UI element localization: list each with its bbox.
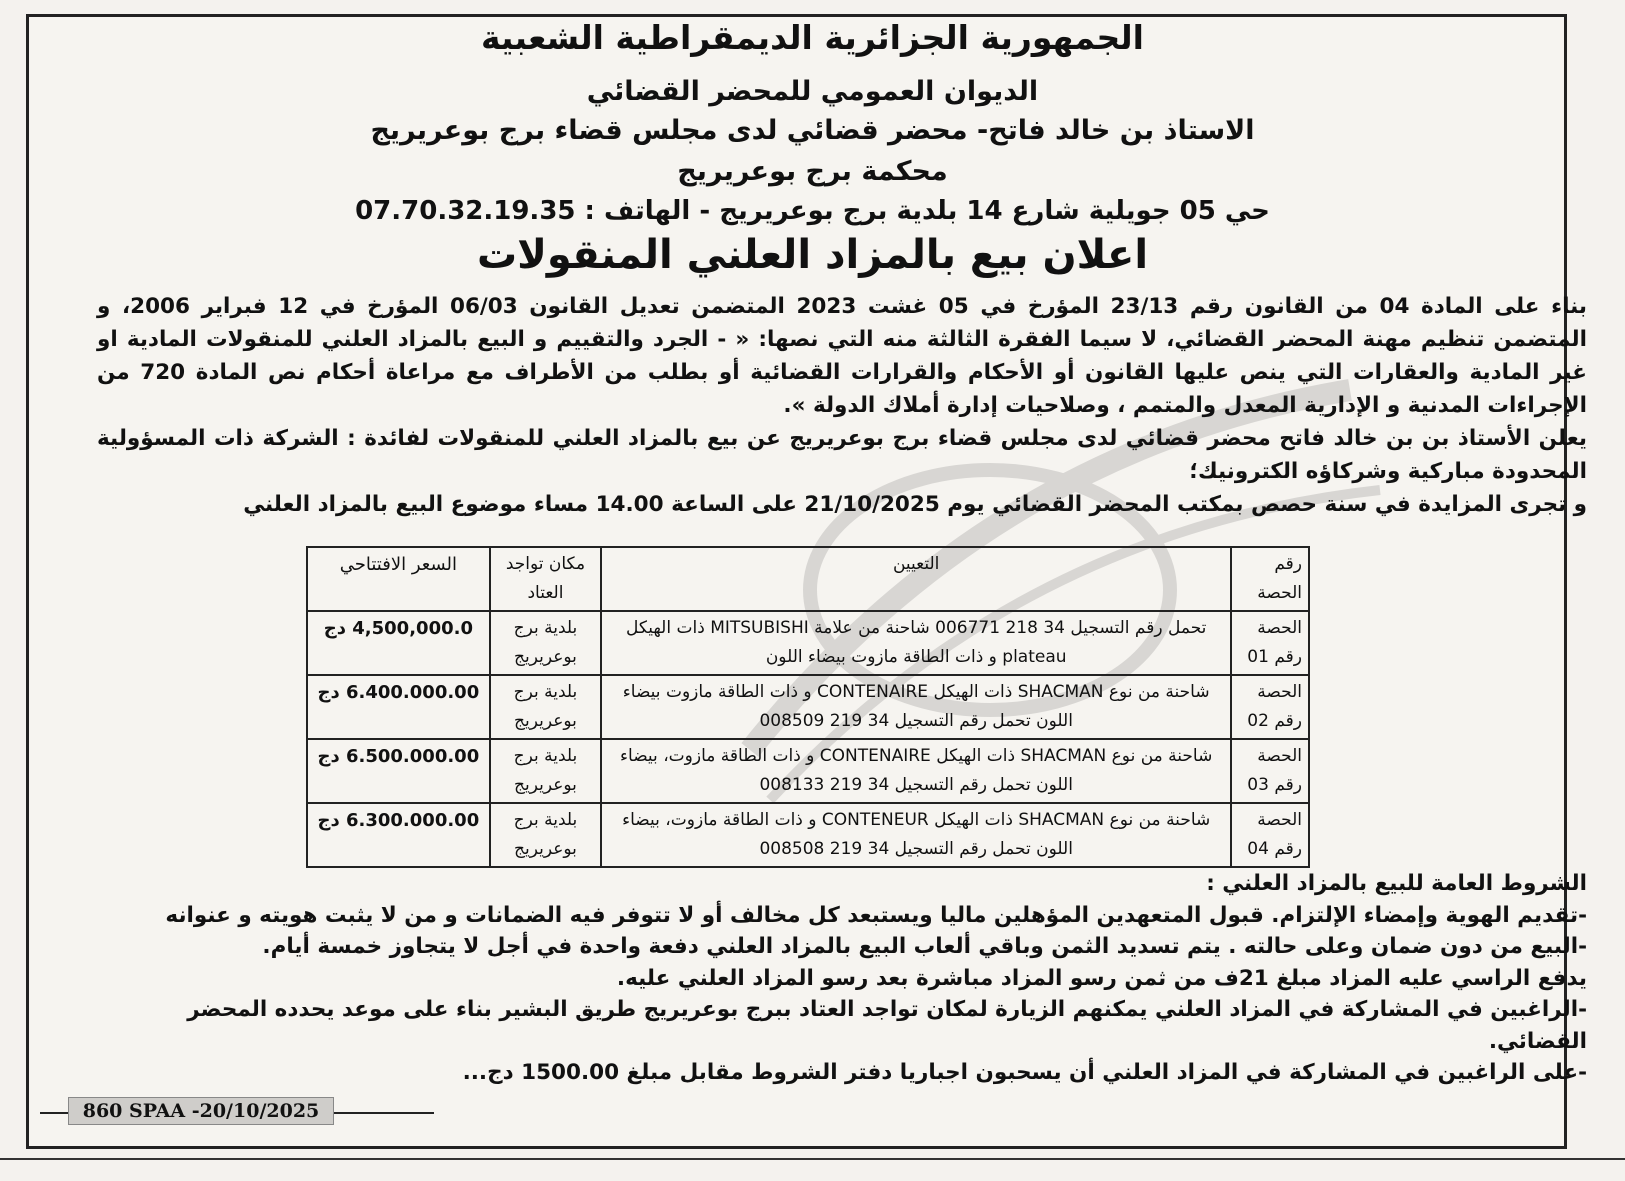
header-lot: رقم الحصة [1231, 547, 1309, 611]
lot-price: 6.300.000.00 دج [307, 803, 490, 867]
condition-item: -على الراغبين في المشاركة في المزاد العلني أن يسحبون اجباريا دفتر الشروط مقابل مبلغ 1500.00 دج... [462, 1060, 1587, 1085]
lot-description: تحمل رقم التسجيل 34 218 006771 شاحنة من علامة MITSUBISHI ذات الهيكل plateau و ذات الطاقة مازوت بيضاء اللون [601, 611, 1231, 675]
conditions-heading: الشروط العامة للبيع بالمزاد العلني : [1206, 871, 1587, 896]
legal-basis-paragraph: بناء على المادة 04 من القانون رقم 23/13 المؤرخ في 05 غشت 2023 المتضمن تعديل القانون 06/03 المؤرخ في 12 فبراير 2006، و المتضمن تنظيم مهنة المحضر القضائي، لا سيما الفقرة الثالثة منه التي نصها: « - الجرد والتقييم و البيع بالمزاد العلني للمنقولات المادية او غير المادية والعقارات التي ينص عليها القانون أو الأحكام والقرارات القضائية أو بطلب من الأطراف مع مراعاة أحكام نص المادة 720 من الإجراءات المدنية و الإدارية المعدل والمتمم ، وصلاحيات إدارة أملاك الدولة ». [97, 294, 1587, 418]
notice-title: اعلان بيع بالمزاد العلني المنقولات [476, 232, 1149, 278]
page-bottom-rule [0, 1158, 1625, 1160]
lot-place: بلدية برج بوعريريج [490, 803, 601, 867]
condition-item: يدفع الراسي عليه المزاد مبلغ 21ف من ثمن رسو المزاد مباشرة بعد رسو المزاد العلني عليه. [616, 965, 1587, 991]
auction-schedule-paragraph: و تجرى المزايدة في سنة حصص بمكتب المحضر القضائي يوم 21/10/2025 على الساعة 14.00 مساء موضوع البيع بالمزاد العلني [243, 492, 1587, 517]
announcement-paragraph: يعلن الأستاذ بن بن خالد فاتح محضر قضائي لدى مجلس قضاء برج بوعريريج عن بيع بالمزاد العلني للمنقولات لفائدة : الشركة ذات المسؤولية المحدودة مباركية وشركاؤه الكترونيك؛ [97, 426, 1587, 484]
header-price: السعر الافتتاحي [307, 547, 490, 611]
condition-item: -الراغبين في المشاركة في المزاد العلني يمكنهم الزيارة لمكان تواجد العتاد ببرج بوعريريج طريق البشير بناء على موعد يحدده المحضر القضائي. [187, 997, 1587, 1054]
lot-description: شاحنة من نوع SHACMAN ذات الهيكل CONTENAIRE و ذات الطاقة مازوت، بيضاء اللون تحمل رقم التسجيل 34 219 008133 [601, 739, 1231, 803]
bailiff-heading: الاستاذ بن خالد فاتح- محضر قضائي لدى مجلس قضاء برج بوعريريج [370, 115, 1255, 146]
lot-description: شاحنة من نوع SHACMAN ذات الهيكل CONTENEUR و ذات الطاقة مازوت، بيضاء اللون تحمل رقم التسجيل 34 219 008508 [601, 803, 1231, 867]
lot-number: الحصة رقم 02 [1231, 675, 1309, 739]
lot-number: الحصة رقم 01 [1231, 611, 1309, 675]
lot-price: 6.400.000.00 دج [307, 675, 490, 739]
general-conditions [97, 868, 1587, 1089]
lot-description: شاحنة من نوع SHACMAN ذات الهيكل CONTENAIRE و ذات الطاقة مازوت بيضاء اللون تحمل رقم التسجيل 34 219 008509 [601, 675, 1231, 739]
notice-body [97, 290, 1587, 521]
office-heading: الديوان العمومي للمحضر القضائي [586, 76, 1039, 107]
lot-price: 6.500.000.00 دج [307, 739, 490, 803]
footer-rule [334, 1112, 434, 1114]
court-heading: محكمة برج بوعريريج [677, 156, 948, 187]
table-header-row [307, 547, 1309, 611]
lots-table [306, 546, 1310, 868]
lot-number: الحصة رقم 03 [1231, 739, 1309, 803]
lot-number: الحصة رقم 04 [1231, 803, 1309, 867]
address-line: حي 05 جويلية شارع 14 بلدية برج بوعريريج - الهاتف : 07.70.32.19.35 [355, 196, 1270, 226]
footer-rule [40, 1112, 68, 1114]
header-description: التعيين [601, 547, 1231, 611]
lot-place: بلدية برج بوعريريج [490, 675, 601, 739]
header-place: مكان تواجد العتاد [490, 547, 601, 611]
publication-reference: 860 SPAA -20/10/2025 [68, 1097, 334, 1125]
table-row [307, 803, 1309, 867]
republic-heading: الجمهورية الجزائرية الديمقراطية الشعبية [481, 18, 1144, 57]
lot-place: بلدية برج بوعريريج [490, 611, 601, 675]
lot-place: بلدية برج بوعريريج [490, 739, 601, 803]
lot-price: 4,500,000.0 دج [307, 611, 490, 675]
table-row [307, 675, 1309, 739]
condition-item: -تقديم الهوية وإمضاء الإلتزام. قبول المتعهدين المؤهلين ماليا ويستبعد كل مخالف أو لا تتوفر فيه الضمانات و من لا يثبت هويته و عنوانه [165, 902, 1587, 928]
table-row [307, 739, 1309, 803]
condition-item: -البيع من دون ضمان وعلى حالته . يتم تسديد الثمن وباقي ألعاب البيع بالمزاد العلني دفعة واحدة في أجل لا يتجاوز خمسة أيام. [262, 934, 1587, 959]
table-row [307, 611, 1309, 675]
